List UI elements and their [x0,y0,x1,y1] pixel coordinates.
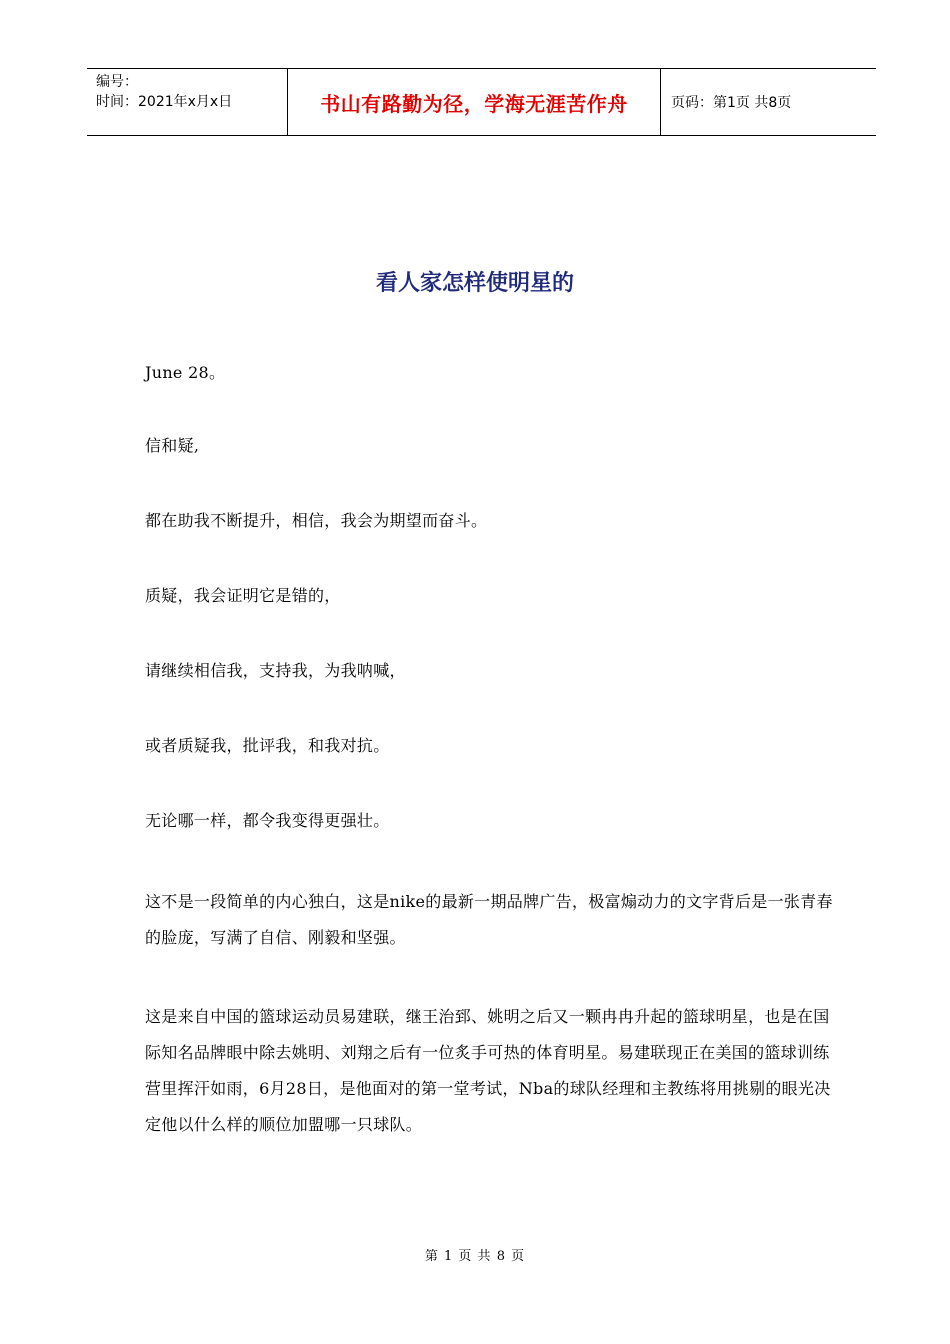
paragraph: 质疑，我会证明它是错的， [145,586,341,605]
paragraph: 这不是一段简单的内心独白，这是nike的最新一期品牌广告，极富煽动力的文字背后是一张青春的脸庞，写满了自信、刚毅和坚强。 [145,892,833,947]
paragraph: 无论哪一样，都令我变得更强壮。 [145,811,390,830]
paragraph: 请继续相信我，支持我，为我呐喊， [145,661,406,680]
paragraph-date: June 28。 [145,363,226,382]
paragraph: 或者质疑我，批评我，和我对抗。 [145,736,390,755]
document-title: 看人家怎样使明星的 [375,271,574,296]
document-number-label: 编号： [96,74,138,90]
header-meta [87,69,288,135]
paragraph: 信和疑, [145,436,200,455]
paragraph: 这是来自中国的篮球运动员易建联，继王治郅、姚明之后又一颗冉冉升起的篮球明星，也是在国际知名品牌眼中除去姚明、刘翔之后有一位炙手可热的体育明星。易建联现正在美国的篮球训练营里挥汗如雨，6月28日，是他面对的第一堂考试，Nba的球队经理和主教练将用挑剔的眼光决定他以什么样的顺位加盟哪一只球队。 [145,1007,831,1134]
header-motto: 书山有路勤为径，学海无涯苦作舟 [288,69,661,135]
page-footer: 第 1 页 共 8 页 [424,1249,526,1264]
document-time-label: 时间：2021年x月x日 [96,94,233,110]
paragraph: 都在助我不断提升，相信，我会为期望而奋斗。 [145,511,488,530]
header-page-info: 页码：第1页 共8页 [671,95,792,111]
page-header [87,68,876,136]
